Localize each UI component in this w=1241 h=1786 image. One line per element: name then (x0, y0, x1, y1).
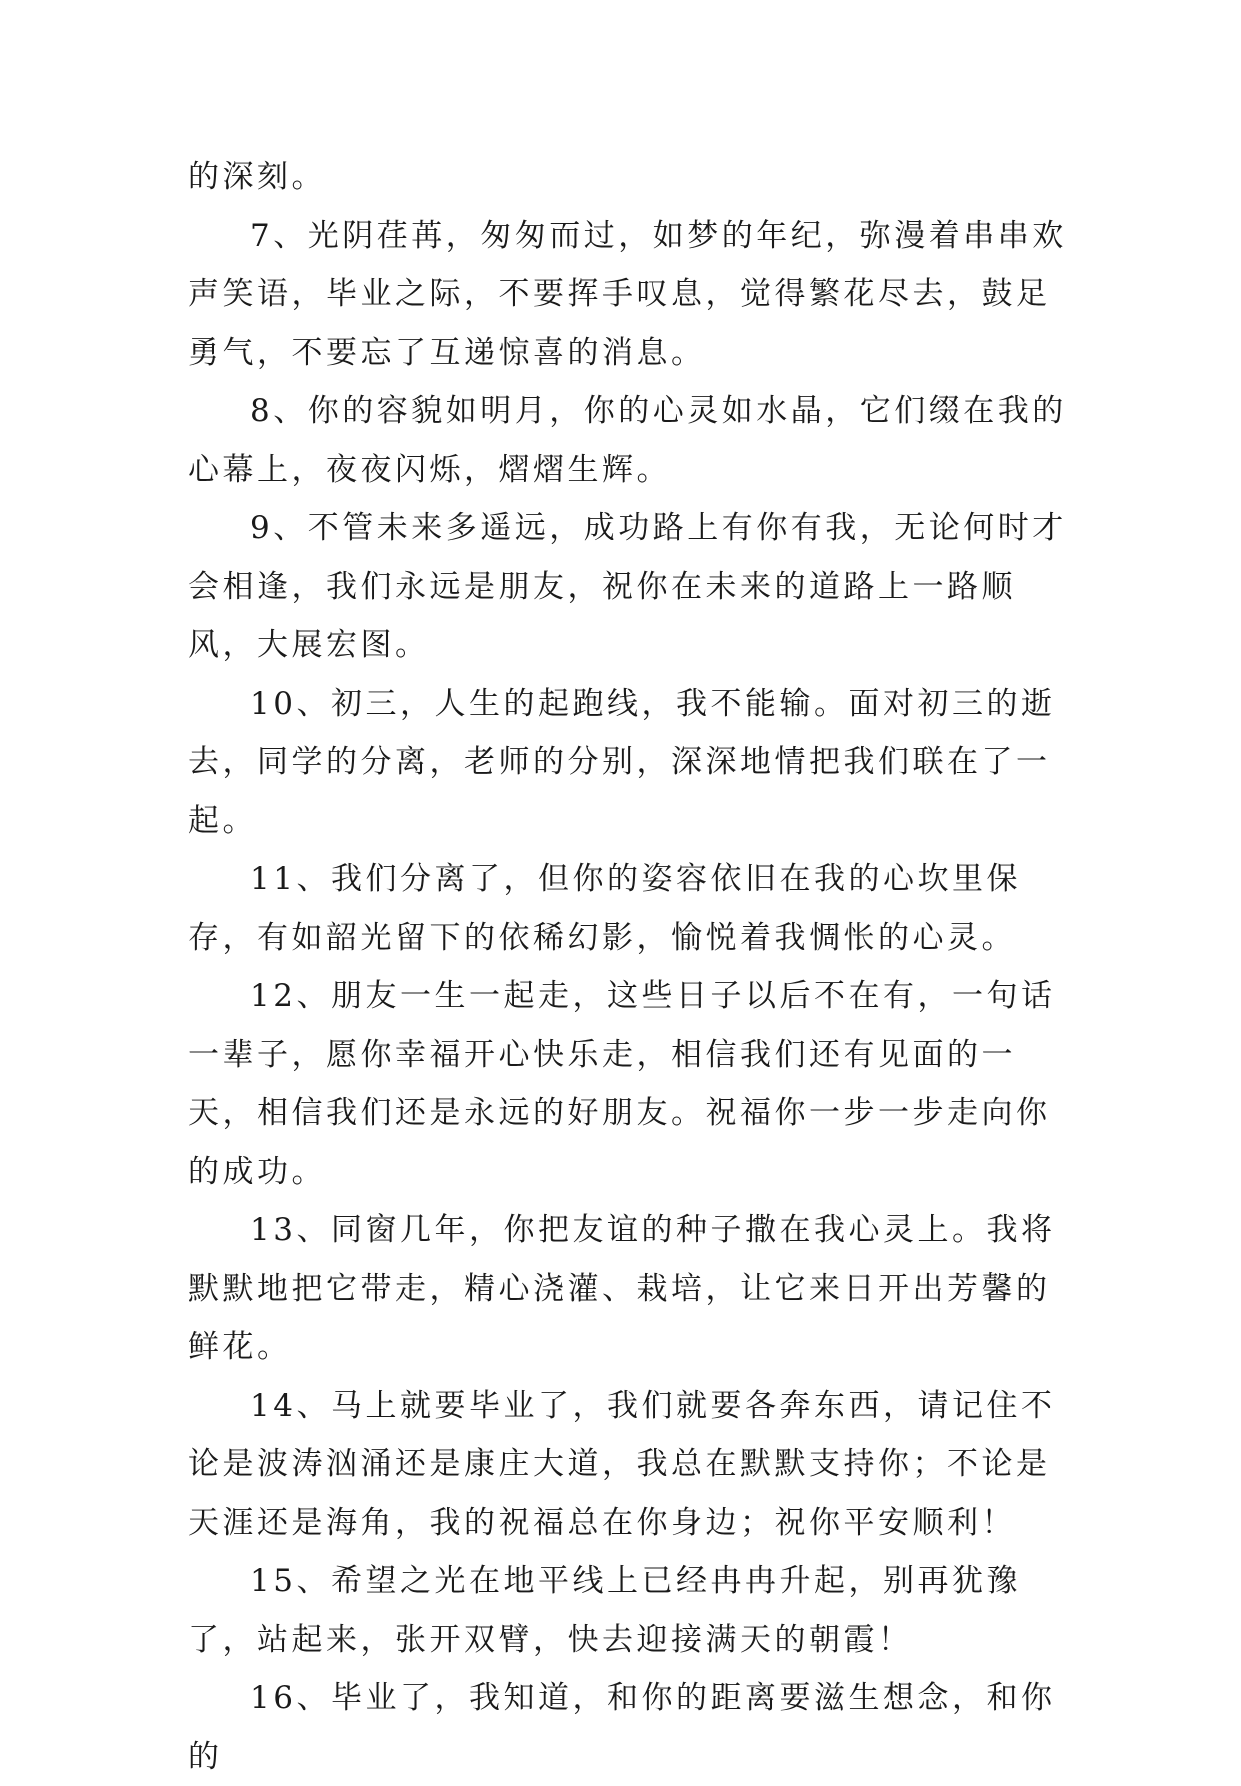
paragraph-7: 7、光阴荏苒，匆匆而过，如梦的年纪，弥漫着串串欢声笑语，毕业之际，不要挥手叹息，觉得繁花尽去，鼓足勇气，不要忘了互递惊喜的消息。 (188, 217, 1067, 371)
document-body (188, 148, 1068, 1786)
paragraph-15: 15、希望之光在地平线上已经冉冉升起，别再犹豫了，站起来，张开双臂，快去迎接满天的朝霞！ (188, 1563, 1021, 1658)
paragraph-13: 13、同窗几年，你把友谊的种子撒在我心灵上。我将默默地把它带走，精心浇灌、栽培，让它来日开出芳馨的鲜花。 (188, 1212, 1056, 1365)
paragraph-6-continuation: 的深刻。 (188, 159, 326, 195)
paragraph-16: 16、毕业了，我知道，和你的距离要滋生想念，和你的 (188, 1680, 1056, 1775)
paragraph-11: 11、我们分离了，但你的姿容依旧在我的心坎里保存，有如韶光留下的依稀幻影，愉悦着我惆怅的心灵。 (188, 861, 1021, 956)
paragraph-14: 14、马上就要毕业了，我们就要各奔东西，请记住不论是波涛汹涌还是康庄大道，我总在默默支持你；不论是天涯还是海角，我的祝福总在你身边；祝你平安顺利！ (188, 1387, 1056, 1541)
paragraph-8: 8、你的容貌如明月，你的心灵如水晶，它们缀在我的心幕上，夜夜闪烁，熠熠生辉。 (188, 393, 1067, 488)
paragraph-9: 9、不管未来多遥远，成功路上有你有我，无论何时才会相逢，我们永远是朋友，祝你在未来的道路上一路顺风，大展宏图。 (188, 510, 1067, 663)
paragraph-12: 12、朋友一生一起走，这些日子以后不在有，一句话一辈子，愿你幸福开心快乐走，相信我们还有见面的一天，相信我们还是永远的好朋友。祝福你一步一步走向你的成功。 (188, 978, 1056, 1190)
paragraph-10: 10、初三，人生的起跑线，我不能输。面对初三的逝去，同学的分离，老师的分别，深深地情把我们联在了一起。 (188, 685, 1056, 839)
